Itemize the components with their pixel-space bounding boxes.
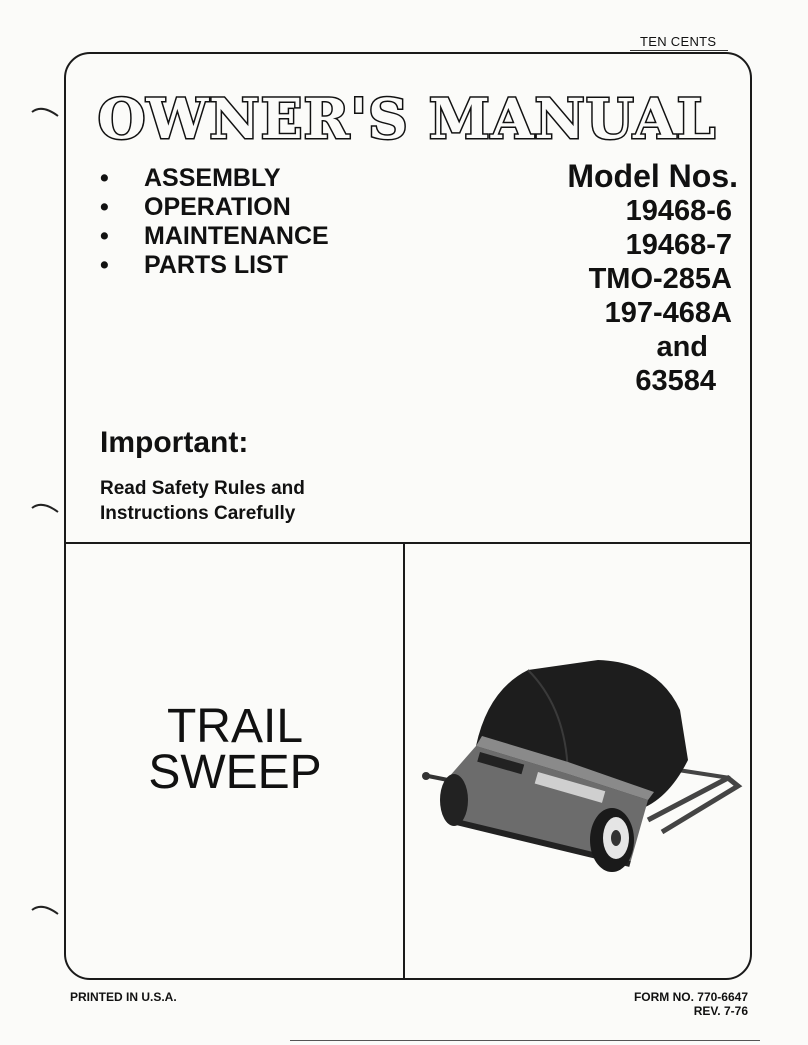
list-item: • ASSEMBLY (100, 164, 281, 192)
model-heading: Model Nos. (567, 158, 738, 194)
important-note: Read Safety Rules and Instructions Carefully (100, 478, 305, 524)
model-number: 19468-7 (625, 229, 732, 261)
binder-mark-icon (30, 500, 60, 514)
list-item: • PARTS LIST (100, 251, 288, 279)
price-label: TEN CENTS (640, 34, 717, 49)
model-conjunction: and (656, 331, 708, 363)
form-number: FORM NO. 770-6647 REV. 7-76 (633, 990, 748, 1018)
binder-mark-icon (30, 104, 60, 118)
printed-in-label: PRINTED IN U.S.A. (70, 990, 177, 1004)
important-heading: Important: (100, 426, 249, 459)
model-number: 19468-6 (625, 195, 732, 227)
model-number: TMO-285A (588, 263, 732, 295)
footer-rule (290, 1040, 760, 1041)
model-number: 63584 (635, 365, 716, 397)
lawn-sweeper-icon (418, 650, 744, 880)
product-name: TRAIL SWEEP (148, 700, 322, 799)
model-number: 197-468A (604, 297, 732, 329)
divider (66, 542, 750, 544)
list-item: • MAINTENANCE (100, 222, 329, 250)
manual-title: OWNER'S MANUAL (97, 86, 717, 151)
model-numbers (520, 158, 738, 398)
binder-mark-icon (30, 902, 60, 916)
price-underline (630, 50, 728, 51)
list-item: • OPERATION (100, 193, 291, 221)
divider (403, 544, 405, 978)
contents-list (100, 164, 329, 280)
